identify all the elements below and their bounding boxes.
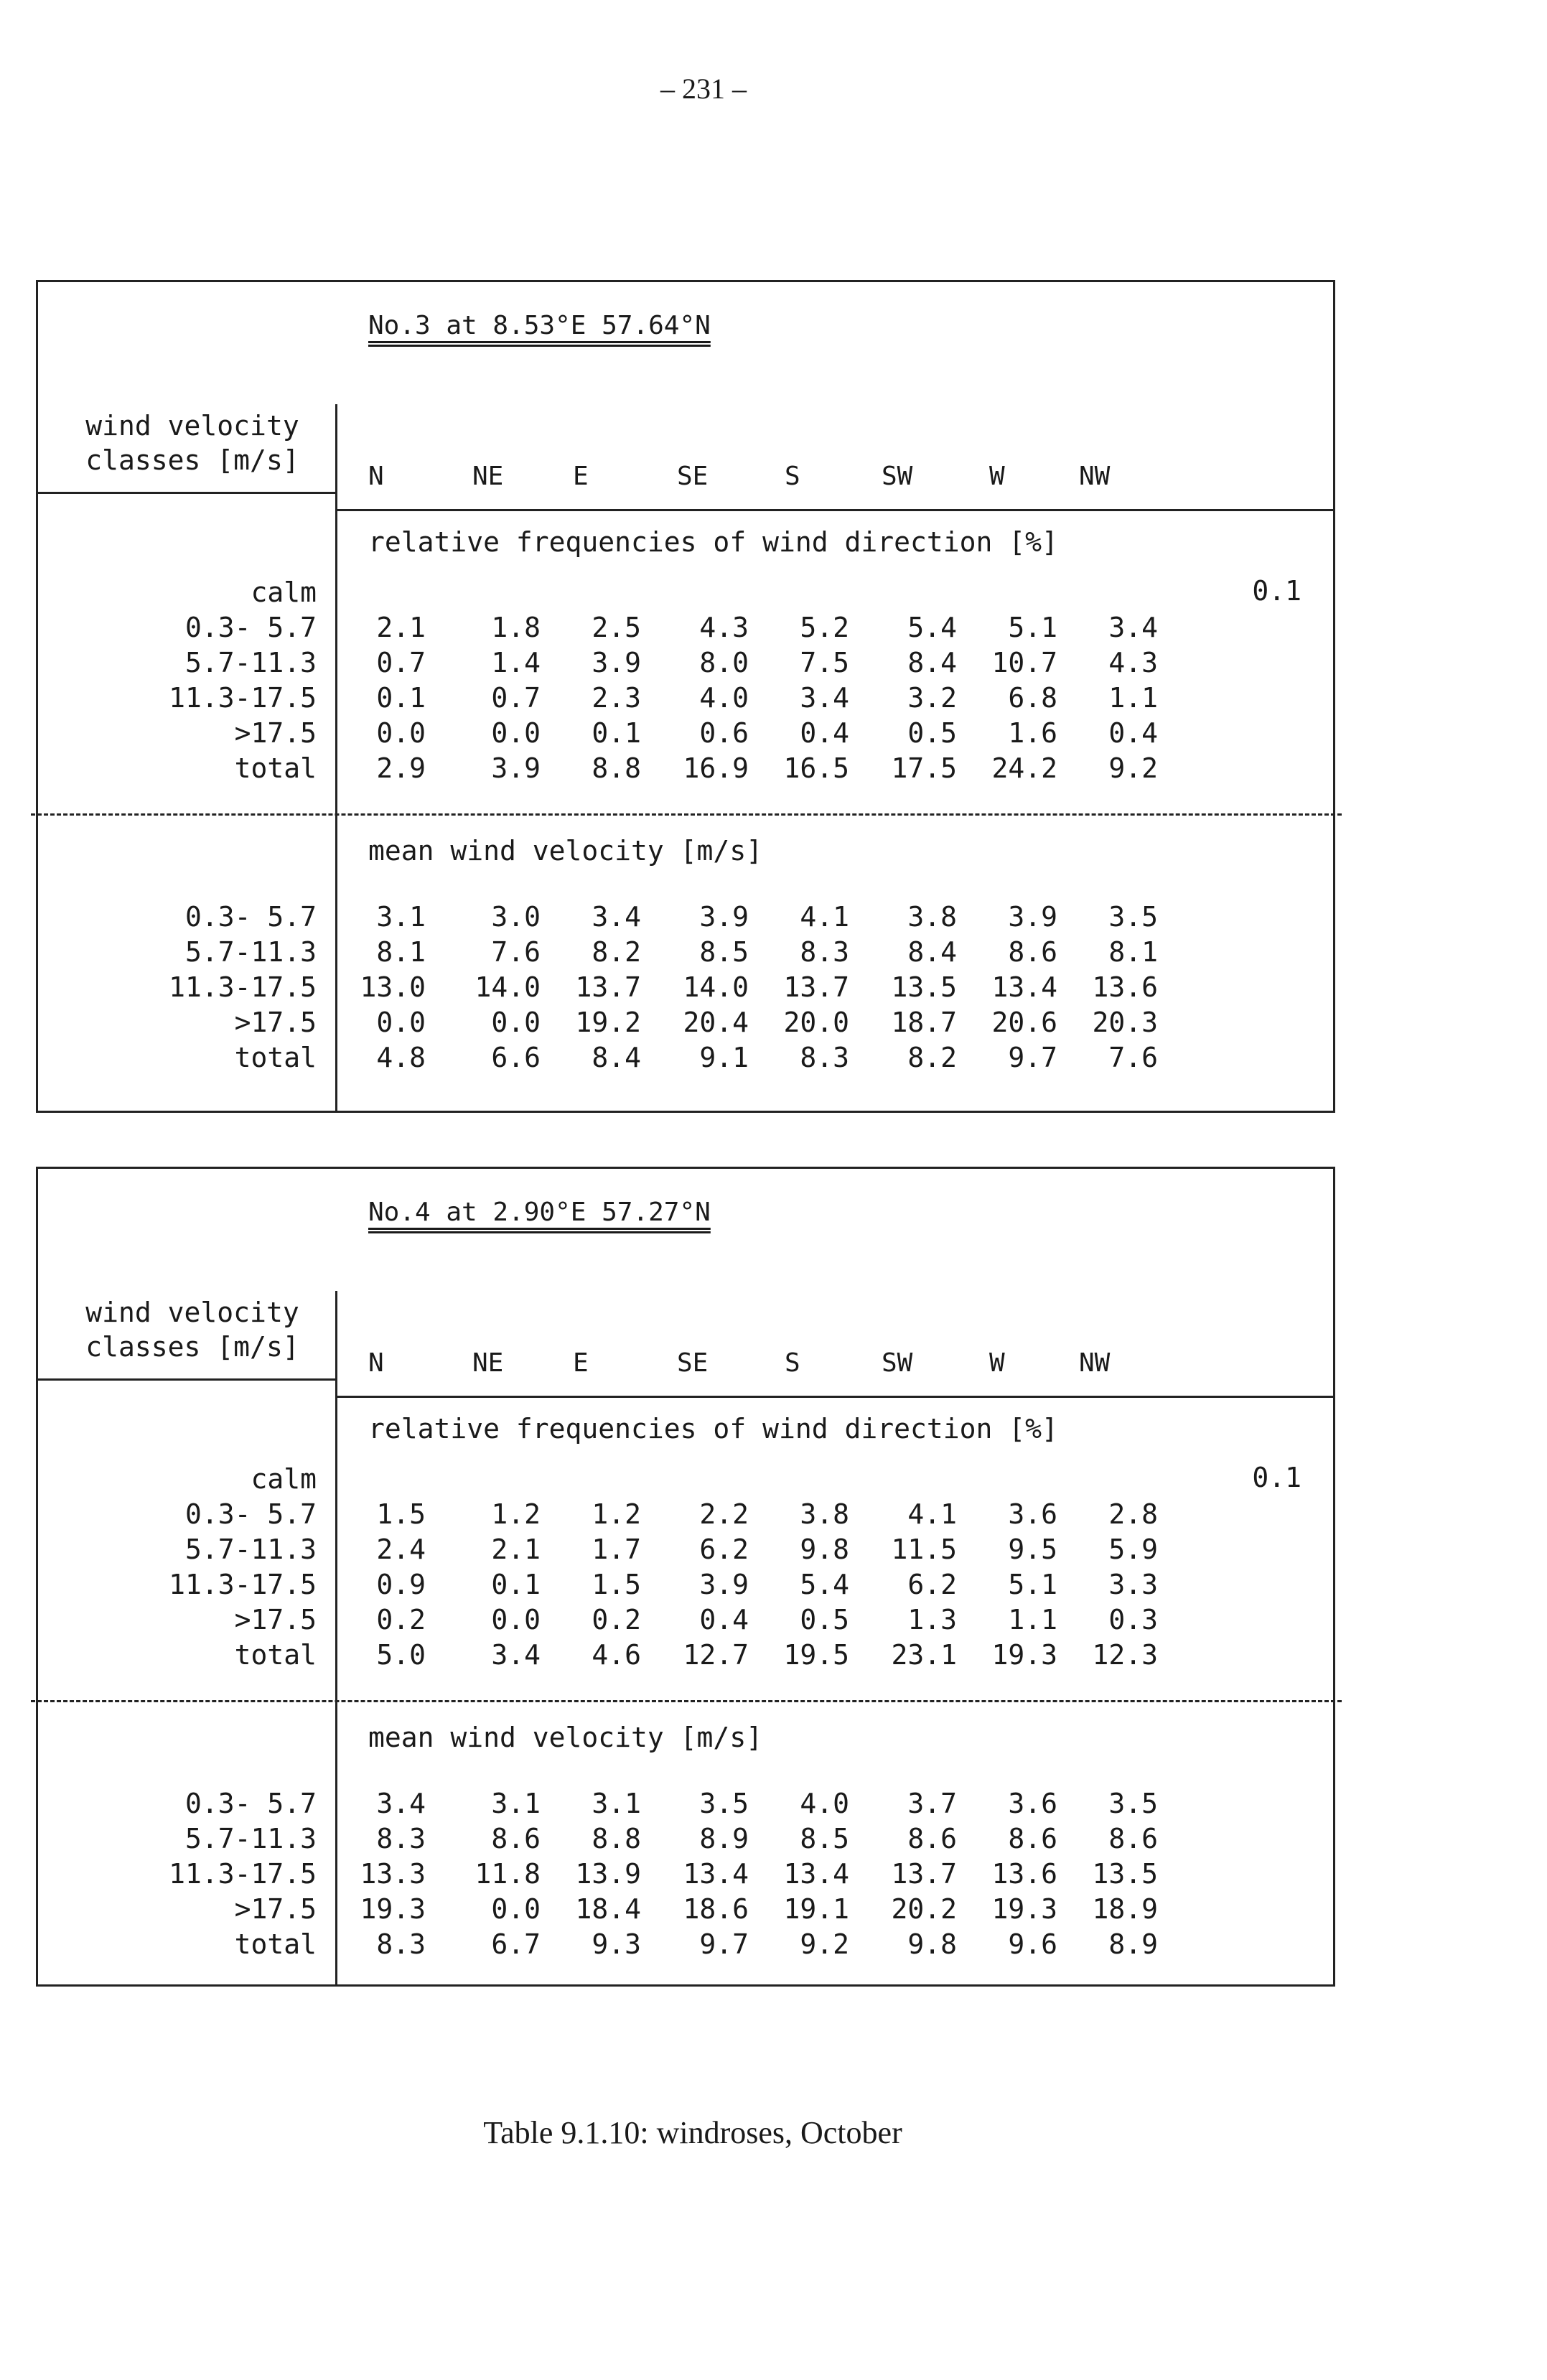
row-label: >17.5	[234, 1604, 317, 1635]
frequency-cell: 5.1	[1008, 612, 1057, 643]
mean-velocity-cell: 20.2	[891, 1893, 957, 1925]
mean-velocity-cell: 0.0	[376, 1007, 426, 1038]
frequency-cell: 1.4	[491, 647, 541, 678]
row-label: 0.3- 5.7	[184, 612, 317, 643]
mean-velocity-cell: 13.0	[360, 971, 426, 1003]
frequency-cell: 0.4	[1108, 717, 1158, 749]
frequency-cell: 10.7	[991, 647, 1057, 678]
frequency-cell: 2.8	[1108, 1498, 1158, 1530]
frequency-cell: 3.9	[592, 647, 641, 678]
row-label: >17.5	[234, 1007, 317, 1038]
frequency-cell: 2.5	[592, 612, 641, 643]
mean-velocity-cell: 8.6	[1108, 1823, 1158, 1854]
frequency-cell: 19.3	[991, 1639, 1057, 1671]
mean-velocity-cell: 9.1	[699, 1042, 749, 1073]
mean-velocity-section-title: mean wind velocity [m/s]	[368, 1722, 763, 1753]
mean-velocity-cell: 4.0	[800, 1788, 849, 1819]
direction-n: N	[368, 462, 384, 491]
mean-velocity-cell: 13.6	[991, 1858, 1057, 1890]
mean-velocity-cell: 9.6	[1008, 1928, 1057, 1960]
mean-velocity-cell: 0.0	[491, 1893, 541, 1925]
mean-row-labels	[38, 1786, 317, 1962]
mean-velocity-cell: 3.4	[376, 1788, 426, 1819]
table-caption: Table 9.1.10: windroses, October	[483, 2115, 902, 2150]
mean-row-labels	[38, 900, 317, 1075]
mean-velocity-cell: 20.3	[1092, 1007, 1158, 1038]
mean-velocity-cell: 7.6	[491, 936, 541, 968]
mean-velocity-cell: 13.5	[891, 971, 957, 1003]
windrose-table-station-4	[36, 1167, 1335, 1987]
frequencies-section-title: relative frequencies of wind direction [%]	[368, 526, 1058, 558]
mean-velocity-cell: 13.5	[1092, 1858, 1158, 1890]
frequency-cell: 3.6	[1008, 1498, 1057, 1530]
frequency-cell: 0.6	[699, 717, 749, 749]
frequency-cell: 2.9	[376, 752, 426, 784]
mean-velocity-cell: 8.9	[1108, 1928, 1158, 1960]
direction-n: N	[368, 1348, 384, 1378]
frequency-cell: 11.5	[891, 1534, 957, 1565]
frequency-cell: 0.2	[376, 1604, 426, 1635]
frequency-cell: 7.5	[800, 647, 849, 678]
mean-velocity-cell: 9.3	[592, 1928, 641, 1960]
direction-s: S	[785, 462, 800, 491]
frequency-cell: 9.5	[1008, 1534, 1057, 1565]
frequency-cell: 0.1	[376, 682, 426, 714]
frequency-cell: 6.8	[1008, 682, 1057, 714]
frequency-cell: 0.4	[800, 717, 849, 749]
mean-velocity-cell: 3.1	[592, 1788, 641, 1819]
frequency-cell: 16.5	[783, 752, 849, 784]
row-label: 0.3- 5.7	[184, 901, 317, 933]
mean-velocity-cell: 13.9	[575, 1858, 641, 1890]
row-label: 11.3-17.5	[169, 971, 317, 1003]
mean-velocity-cell: 6.6	[491, 1042, 541, 1073]
calm-value: 0.1	[1252, 575, 1301, 607]
frequency-cell: 8.0	[699, 647, 749, 678]
frequency-cell: 9.8	[800, 1534, 849, 1565]
header-label-line: wind velocity	[85, 1297, 299, 1328]
frequency-cell: 5.9	[1108, 1534, 1158, 1565]
row-label: 5.7-11.3	[184, 647, 317, 678]
page-number: – 231 –	[660, 73, 747, 105]
frequency-cell: 23.1	[891, 1639, 957, 1671]
mean-velocity-cell: 8.3	[376, 1928, 426, 1960]
frequency-cell: 16.9	[683, 752, 749, 784]
frequency-cell: 0.5	[800, 1604, 849, 1635]
mean-velocity-cell: 8.6	[1008, 936, 1057, 968]
direction-se: SE	[677, 1348, 709, 1378]
direction-s: S	[785, 1348, 800, 1378]
frequency-cell: 1.1	[1108, 682, 1158, 714]
mean-velocity-cell: 3.9	[699, 901, 749, 933]
frequency-cell: 4.3	[1108, 647, 1158, 678]
frequency-cell: 6.2	[699, 1534, 749, 1565]
mean-velocity-cell: 4.8	[376, 1042, 426, 1073]
direction-nw: NW	[1079, 462, 1111, 491]
windrose-table-station-3	[36, 280, 1335, 1113]
mean-velocity-cell: 4.1	[800, 901, 849, 933]
row-label: total	[234, 752, 317, 784]
direction-w: W	[989, 1348, 1005, 1378]
frequency-cell: 8.4	[907, 647, 957, 678]
mean-velocity-cell: 13.6	[1092, 971, 1158, 1003]
row-label: total	[234, 1928, 317, 1960]
mean-velocity-cell: 18.4	[575, 1893, 641, 1925]
frequency-cell: 1.2	[491, 1498, 541, 1530]
frequency-cell: 9.2	[1108, 752, 1158, 784]
direction-ne: NE	[472, 462, 504, 491]
mean-velocity-cell: 3.0	[491, 901, 541, 933]
mean-velocity-cell: 14.0	[475, 971, 541, 1003]
mean-velocity-cell: 9.2	[800, 1928, 849, 1960]
mean-velocity-cell: 9.7	[1008, 1042, 1057, 1073]
frequency-cell: 0.3	[1108, 1604, 1158, 1635]
mean-velocity-cell: 0.0	[491, 1007, 541, 1038]
frequency-cell: 1.1	[1008, 1604, 1057, 1635]
frequency-cell: 1.2	[592, 1498, 641, 1530]
row-label: 11.3-17.5	[169, 682, 317, 714]
row-label: 5.7-11.3	[184, 1823, 317, 1854]
row-label: 0.3- 5.7	[184, 1788, 317, 1819]
frequency-cell: 17.5	[891, 752, 957, 784]
row-label: >17.5	[234, 1893, 317, 1925]
mean-velocity-cell: 19.1	[783, 1893, 849, 1925]
row-label: >17.5	[234, 717, 317, 749]
mean-velocity-cell: 8.4	[907, 936, 957, 968]
mean-velocity-cell: 11.8	[475, 1858, 541, 1890]
frequency-cell: 12.7	[683, 1639, 749, 1671]
frequency-cell: 4.1	[907, 1498, 957, 1530]
mean-velocity-cell: 8.1	[1108, 936, 1158, 968]
mean-velocity-cell: 13.4	[783, 1858, 849, 1890]
frequency-cell: 3.4	[1108, 612, 1158, 643]
mean-velocity-cell: 8.6	[491, 1823, 541, 1854]
frequency-cell: 3.4	[800, 682, 849, 714]
frequencies-section-title: relative frequencies of wind direction [%]	[368, 1413, 1058, 1445]
wind-velocity-classes-label	[52, 409, 332, 477]
wind-velocity-classes-label	[52, 1295, 332, 1364]
mean-velocity-cell: 13.7	[575, 971, 641, 1003]
mean-velocity-cell: 18.6	[683, 1893, 749, 1925]
direction-sw: SW	[882, 1348, 913, 1378]
direction-e: E	[573, 462, 589, 491]
mean-velocity-cell: 8.3	[800, 936, 849, 968]
row-label: total	[234, 1042, 317, 1073]
direction-w: W	[989, 462, 1005, 491]
mean-velocity-cell: 3.1	[376, 901, 426, 933]
frequency-cell: 0.4	[699, 1604, 749, 1635]
frequency-cell: 0.0	[491, 1604, 541, 1635]
header-label-line: classes [m/s]	[85, 444, 299, 476]
frequency-cell: 3.8	[800, 1498, 849, 1530]
row-label: calm	[251, 577, 317, 608]
frequency-cell: 0.1	[592, 717, 641, 749]
frequency-cell: 5.2	[800, 612, 849, 643]
mean-velocity-cell: 9.7	[699, 1928, 749, 1960]
mean-velocity-cell: 8.1	[376, 936, 426, 968]
mean-velocity-cell: 3.7	[907, 1788, 957, 1819]
frequency-cell: 5.4	[800, 1569, 849, 1600]
mean-velocity-cell: 8.5	[699, 936, 749, 968]
frequency-cell: 1.3	[907, 1604, 957, 1635]
frequency-cell: 6.2	[907, 1569, 957, 1600]
frequency-cell: 19.5	[783, 1639, 849, 1671]
frequency-cell: 5.1	[1008, 1569, 1057, 1600]
mean-velocity-cell: 19.2	[575, 1007, 641, 1038]
calm-value: 0.1	[1252, 1462, 1301, 1493]
direction-sw: SW	[882, 462, 913, 491]
mean-velocity-cell: 20.6	[991, 1007, 1057, 1038]
row-label: 0.3- 5.7	[184, 1498, 317, 1530]
frequency-cell: 0.0	[376, 717, 426, 749]
mean-velocity-cell: 3.1	[491, 1788, 541, 1819]
frequency-cell: 1.8	[491, 612, 541, 643]
frequency-cell: 3.3	[1108, 1569, 1158, 1600]
frequency-cell: 2.2	[699, 1498, 749, 1530]
frequency-cell: 5.0	[376, 1639, 426, 1671]
row-label: 11.3-17.5	[169, 1858, 317, 1890]
row-label: 5.7-11.3	[184, 936, 317, 968]
row-label: total	[234, 1639, 317, 1671]
mean-velocity-cell: 13.4	[991, 971, 1057, 1003]
mean-velocity-cell: 3.8	[907, 901, 957, 933]
mean-velocity-cell: 3.5	[1108, 1788, 1158, 1819]
frequency-cell: 0.1	[491, 1569, 541, 1600]
frequency-cell: 0.7	[376, 647, 426, 678]
frequency-cell: 1.5	[592, 1569, 641, 1600]
frequency-cell: 5.4	[907, 612, 957, 643]
frequency-cell: 3.9	[699, 1569, 749, 1600]
mean-velocity-section-title: mean wind velocity [m/s]	[368, 835, 763, 867]
mean-velocity-cell: 6.7	[491, 1928, 541, 1960]
frequency-cell: 3.9	[491, 752, 541, 784]
mean-velocity-cell: 3.9	[1008, 901, 1057, 933]
header-rule-right	[335, 509, 1333, 511]
mean-velocity-cell: 13.7	[891, 1858, 957, 1890]
frequency-cell: 1.6	[1008, 717, 1057, 749]
header-rule-right	[335, 1396, 1333, 1398]
frequency-cell: 2.1	[491, 1534, 541, 1565]
mean-velocity-cell: 3.4	[592, 901, 641, 933]
frequency-cell: 4.0	[699, 682, 749, 714]
mean-velocity-cell: 9.8	[907, 1928, 957, 1960]
frequency-cell: 1.5	[376, 1498, 426, 1530]
mean-velocity-cell: 7.6	[1108, 1042, 1158, 1073]
frequency-cell: 12.3	[1092, 1639, 1158, 1671]
direction-se: SE	[677, 462, 709, 491]
frequency-cell: 24.2	[991, 752, 1057, 784]
mean-velocity-cell: 8.6	[1008, 1823, 1057, 1854]
frequency-cell: 0.9	[376, 1569, 426, 1600]
frequency-cell: 0.7	[491, 682, 541, 714]
frequency-cell: 4.3	[699, 612, 749, 643]
header-rule-left	[38, 492, 335, 494]
header-rule-left	[38, 1378, 335, 1381]
mean-velocity-cell: 8.5	[800, 1823, 849, 1854]
frequency-cell: 0.0	[491, 717, 541, 749]
header-label-line: classes [m/s]	[85, 1331, 299, 1363]
mean-velocity-cell: 8.2	[592, 936, 641, 968]
mean-velocity-cell: 3.5	[1108, 901, 1158, 933]
section-divider	[31, 1700, 1342, 1702]
row-label: 11.3-17.5	[169, 1569, 317, 1600]
mean-velocity-cell: 20.0	[783, 1007, 849, 1038]
section-divider	[31, 813, 1342, 816]
mean-velocity-cell: 19.3	[991, 1893, 1057, 1925]
frequency-cell: 2.3	[592, 682, 641, 714]
mean-velocity-cell: 18.7	[891, 1007, 957, 1038]
header-label-line: wind velocity	[85, 410, 299, 442]
frequency-cell: 3.2	[907, 682, 957, 714]
direction-nw: NW	[1079, 1348, 1111, 1378]
station-heading: No.3 at 8.53°E 57.64°N	[368, 311, 711, 340]
mean-velocity-cell: 18.9	[1092, 1893, 1158, 1925]
mean-velocity-cell: 8.9	[699, 1823, 749, 1854]
mean-velocity-cell: 20.4	[683, 1007, 749, 1038]
frequency-cell: 0.2	[592, 1604, 641, 1635]
frequency-cell: 4.6	[592, 1639, 641, 1671]
mean-velocity-cell: 19.3	[360, 1893, 426, 1925]
mean-velocity-cell: 13.4	[683, 1858, 749, 1890]
mean-velocity-cell: 8.6	[907, 1823, 957, 1854]
frequency-cell: 0.5	[907, 717, 957, 749]
mean-velocity-cell: 8.3	[376, 1823, 426, 1854]
frequency-cell: 1.7	[592, 1534, 641, 1565]
mean-velocity-cell: 14.0	[683, 971, 749, 1003]
frequency-row-labels	[38, 575, 317, 786]
mean-velocity-cell: 8.4	[592, 1042, 641, 1073]
row-label: calm	[251, 1463, 317, 1495]
station-heading: No.4 at 2.90°E 57.27°N	[368, 1198, 711, 1227]
mean-velocity-cell: 8.8	[592, 1823, 641, 1854]
frequency-row-labels	[38, 1462, 317, 1673]
mean-velocity-cell: 3.5	[699, 1788, 749, 1819]
frequency-cell: 8.8	[592, 752, 641, 784]
direction-e: E	[573, 1348, 589, 1378]
mean-velocity-cell: 13.7	[783, 971, 849, 1003]
direction-ne: NE	[472, 1348, 504, 1378]
mean-velocity-cell: 8.3	[800, 1042, 849, 1073]
frequency-cell: 3.4	[491, 1639, 541, 1671]
mean-velocity-cell: 8.2	[907, 1042, 957, 1073]
frequency-cell: 2.4	[376, 1534, 426, 1565]
mean-velocity-cell: 3.6	[1008, 1788, 1057, 1819]
frequency-cell: 2.1	[376, 612, 426, 643]
row-label: 5.7-11.3	[184, 1534, 317, 1565]
mean-velocity-cell: 13.3	[360, 1858, 426, 1890]
